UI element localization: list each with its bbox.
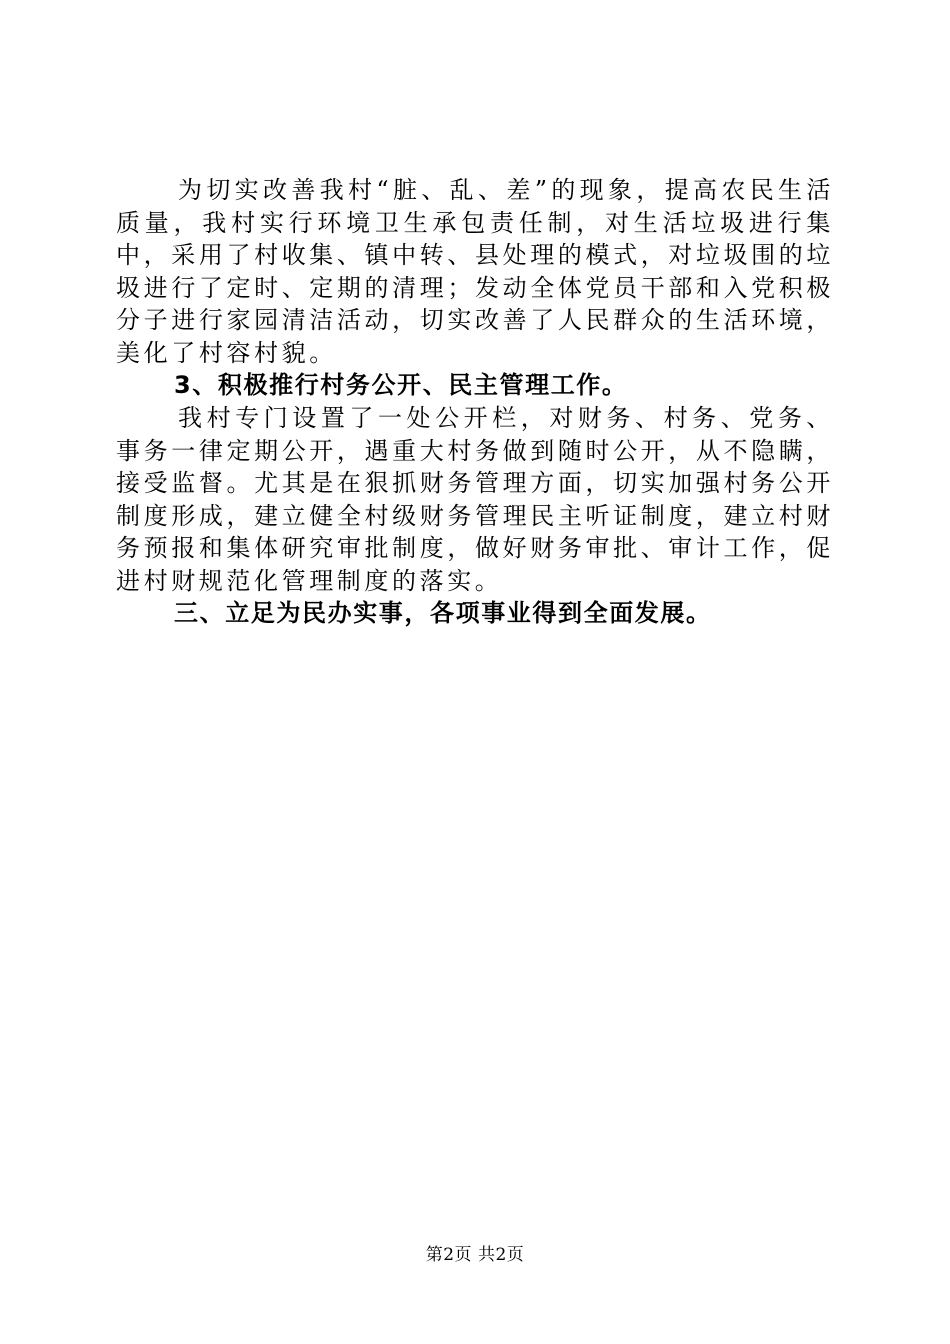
heading-development: 三、立足为民办实事，各项事业得到全面发展。: [174, 599, 712, 627]
paragraph-public-notice: 我村专门设置了一处公开栏，对财务、村务、党务、事务一律定期公开，遇重大村务做到随时公开，从不隐瞒，接受监督。尤其是在狠抓财务管理方面，切实加强村务公开制度形成，建立健全村级财务管理民主听证制度，建立村财务预报和集体研究审批制度，做好财务审批、审计工作，促进村财规范化管理制度的落实。: [116, 404, 834, 595]
heading-village-affairs: 3、积极推行村务公开、民主管理工作。: [174, 371, 628, 399]
document-body: [116, 174, 834, 630]
paragraph-sanitation: 为切实改善我村“脏、乱、差”的现象，提高农民生活质量，我村实行环境卫生承包责任制，对生活垃圾进行集中，采用了村收集、镇中转、县处理的模式，对垃圾围的垃圾进行了定时、定期的清理；发动全体党员干部和入党积极分子进行家园清洁活动，切实改善了人民群众的生活环境，美化了村容村貌。: [116, 176, 834, 367]
page-number-footer: 第2页 共2页: [425, 1245, 525, 1265]
